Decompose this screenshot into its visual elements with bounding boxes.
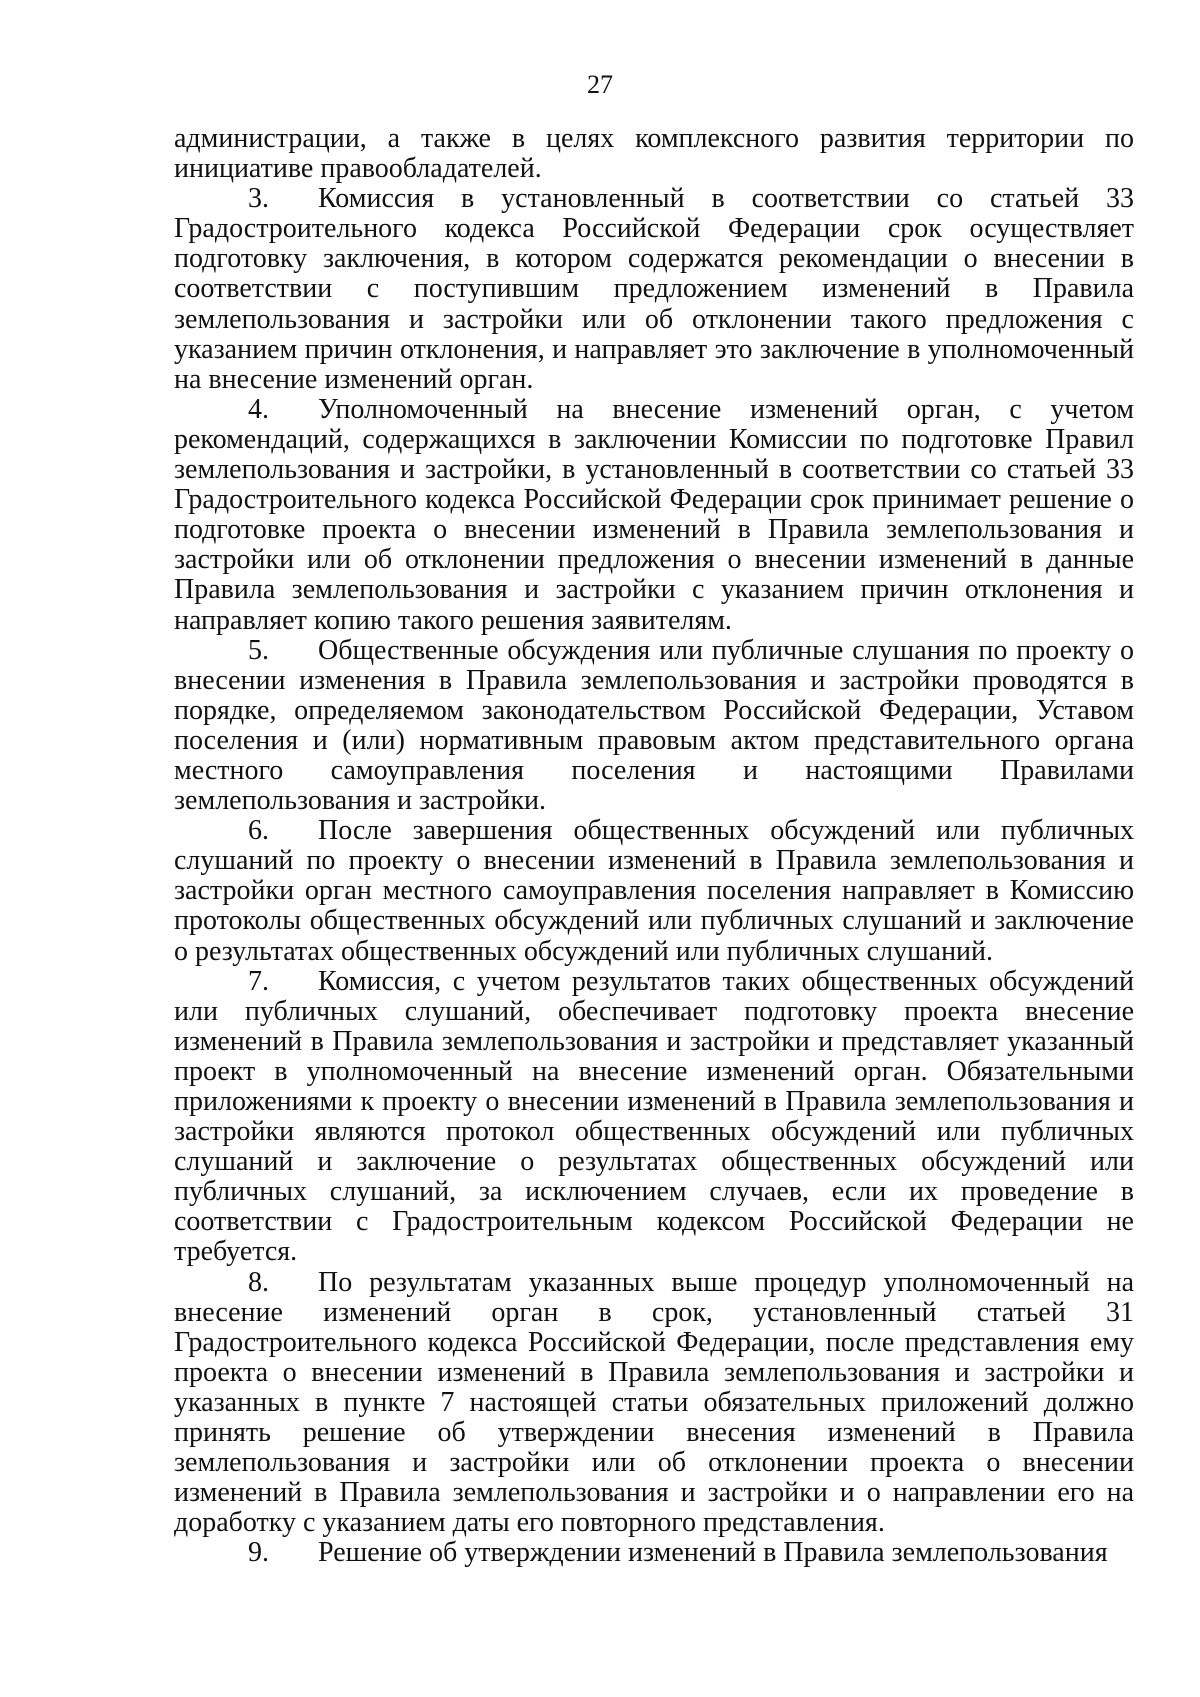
page-number: 27 <box>587 70 613 99</box>
paragraph-text: Общественные обсуждения или публичные слушания по проекту о внесении изменения в Правила землепользования и застройки проводятся в порядке, определяемом законодательством Российской Федерации, Уставом поселения и (или) нормативным правовым актом представительного органа местного самоуправления поселения и настоящими Правилами землепользования и застройки. <box>174 634 1134 817</box>
paragraph-item-3 <box>174 184 1134 395</box>
paragraph-number: 3. <box>248 183 269 215</box>
paragraph-number: 5. <box>248 634 269 666</box>
paragraph-item-7 <box>174 967 1134 1268</box>
document-body <box>174 124 1134 1569</box>
paragraph-item-6 <box>174 816 1134 966</box>
paragraph-text: Комиссия в установленный в соответствии со статьей 33 Градостроительного кодекса Российской Федерации срок осуществляет подготовку заключения, в котором содержатся рекомендации о внесении в соответствии с поступившим предложением изменений в Правила землепользования и застройки или об отклонении такого предложения с указанием причин отклонения, и направляет это заключение в уполномоченный на внесение изменений орган. <box>174 183 1134 395</box>
paragraph-continuation <box>174 124 1134 184</box>
paragraph-text: Решение об утверждении изменений в Правила землепользования <box>318 1537 1108 1569</box>
paragraph-number: 7. <box>248 965 269 997</box>
paragraph-text: После завершения общественных обсуждений или публичных слушаний по проекту о внесении изменений в Правила землепользования и застройки орган местного самоуправления поселения направляет в Комиссию протоколы общественных обсуждений или публичных слушаний и заключение о результатах общественных обсуждений или публичных слушаний. <box>174 815 1134 967</box>
paragraph-number: 9. <box>248 1537 269 1569</box>
paragraph-number: 4. <box>248 393 269 425</box>
paragraph-number: 6. <box>248 815 269 847</box>
paragraph-item-8 <box>174 1268 1134 1539</box>
paragraph-item-9 <box>174 1538 1134 1568</box>
paragraph-text: По результатам указанных выше процедур уполномоченный на внесение изменений орган в срок, установленный статьей 31 Градостроительного кодекса Российской Федерации, после представления ему проекта о внесении изменений в Правила землепользования и застройки и указанных в пункте 7 настоящей статьи обязательных приложений должно принять решение об утверждении внесения изменений в Правила землепользования и застройки или об отклонении проекта о внесении изменений в Правила землепользования и застройки и о направлении его на доработку с указанием даты его повторного представления. <box>174 1266 1134 1539</box>
paragraph-item-5 <box>174 636 1134 817</box>
paragraph-item-4 <box>174 395 1134 636</box>
paragraph-text: администрации, а также в целях комплексного развития территории по инициативе правообладателей. <box>174 123 1134 185</box>
paragraph-text: Уполномоченный на внесение изменений орган, с учетом рекомендаций, содержащихся в заключении Комиссии по подготовке Правил землепользования и застройки, в установленный в соответствии со статьей 33 Градостроительного кодекса Российской Федерации срок принимает решение о подготовке проекта о внесении изменений в Правила землепользования и застройки или об отклонении предложения о внесении изменений в данные Правила землепользования и застройки с указанием причин отклонения и направляет копию такого решения заявителям. <box>174 393 1134 636</box>
paragraph-text: Комиссия, с учетом результатов таких общественных обсуждений или публичных слушаний, обеспечивает подготовку проекта внесение изменений в Правила землепользования и застройки и представляет указанный проект в уполномоченный на внесение изменений орган. Обязательными приложениями к проекту о внесении изменений в Правила землепользования и застройки являются протокол общественных обсуждений или публичных слушаний и заключение о результатах общественных обсуждений или публичных слушаний, за исключением случаев, если их проведение в соответствии с Градостроительным кодексом Российской Федерации не требуется. <box>174 965 1134 1268</box>
paragraph-number: 8. <box>248 1266 269 1298</box>
